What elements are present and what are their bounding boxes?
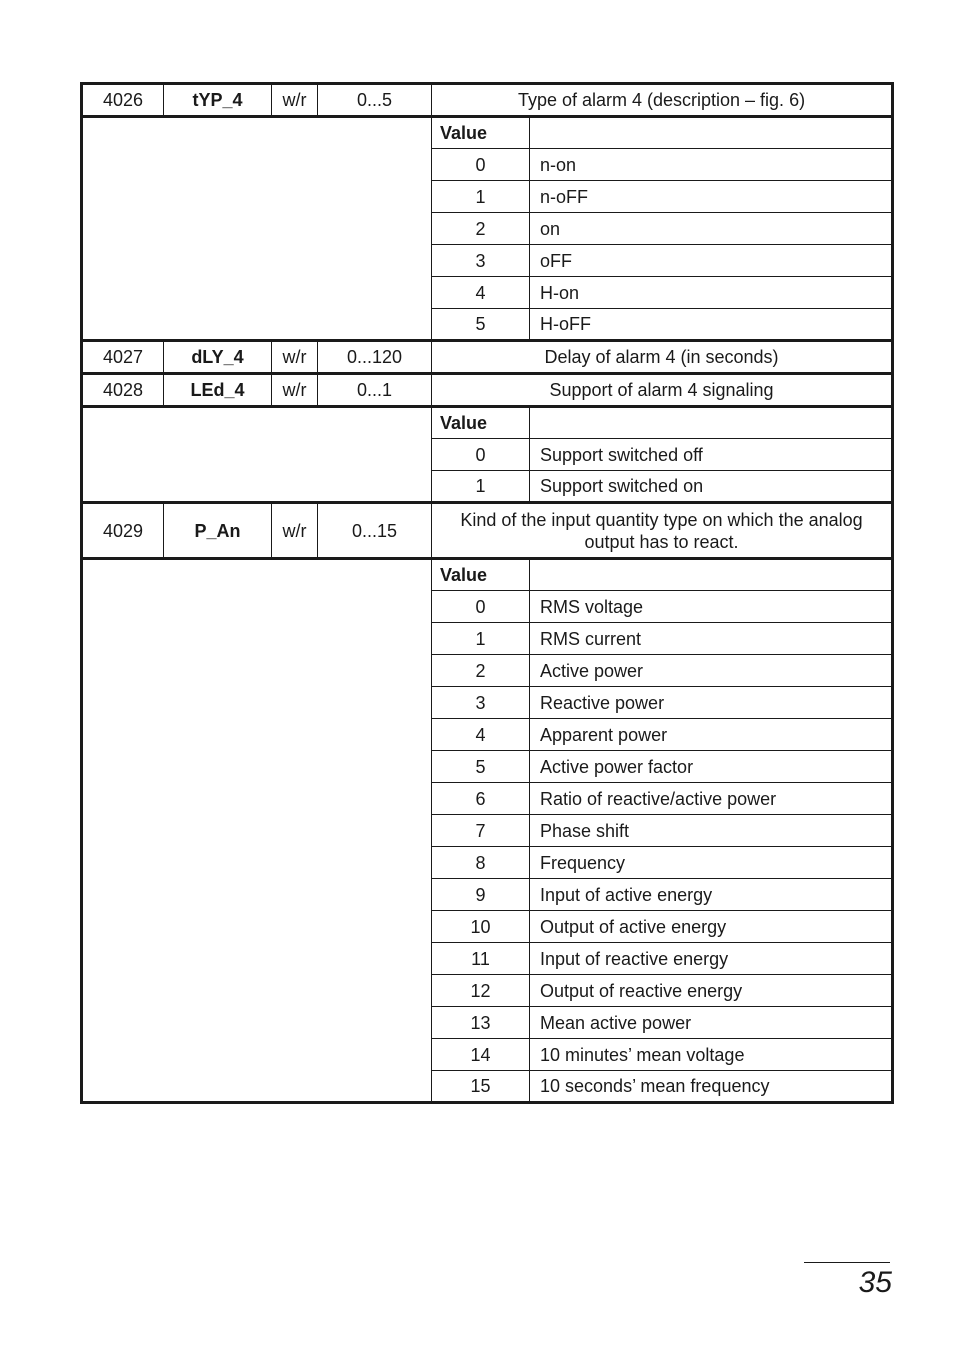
register-row: [82, 341, 893, 374]
value-meaning: 10 seconds’ mean frequency: [530, 1071, 893, 1103]
register-symbol: tYP_4: [164, 84, 272, 117]
register-address: 4029: [82, 503, 164, 559]
register-address: 4027: [82, 341, 164, 374]
register-symbol: LEd_4: [164, 374, 272, 407]
value-code: 14: [432, 1039, 530, 1071]
value-table-spacer: [82, 407, 432, 503]
value-code: 3: [432, 687, 530, 719]
value-code: 0: [432, 149, 530, 181]
register-table-body: [82, 84, 893, 1103]
value-code: 5: [432, 751, 530, 783]
value-code: 1: [432, 471, 530, 503]
value-meaning: 10 minutes’ mean voltage: [530, 1039, 893, 1071]
register-address: 4028: [82, 374, 164, 407]
register-address: 4026: [82, 84, 164, 117]
value-meaning: Output of active energy: [530, 911, 893, 943]
value-column-header: Value: [432, 407, 530, 439]
register-row: [82, 503, 893, 559]
value-meaning: RMS current: [530, 623, 893, 655]
value-meaning: Output of reactive energy: [530, 975, 893, 1007]
value-code: 13: [432, 1007, 530, 1039]
value-meaning: RMS voltage: [530, 591, 893, 623]
value-code: 6: [432, 783, 530, 815]
register-range: 0...15: [318, 503, 432, 559]
value-meaning: Input of active energy: [530, 879, 893, 911]
value-meaning: Phase shift: [530, 815, 893, 847]
value-header-row: [82, 407, 893, 439]
meaning-column-header: [530, 117, 893, 149]
register-description: Type of alarm 4 (description – fig. 6): [432, 84, 893, 117]
value-code: 0: [432, 439, 530, 471]
register-description: Delay of alarm 4 (in seconds): [432, 341, 893, 374]
register-description: Support of alarm 4 signaling: [432, 374, 893, 407]
value-code: 4: [432, 719, 530, 751]
register-symbol: dLY_4: [164, 341, 272, 374]
value-meaning: on: [530, 213, 893, 245]
meaning-column-header: [530, 407, 893, 439]
value-meaning: H-on: [530, 277, 893, 309]
register-table: [80, 82, 894, 1104]
value-meaning: Support switched off: [530, 439, 893, 471]
value-code: 10: [432, 911, 530, 943]
register-range: 0...5: [318, 84, 432, 117]
register-access: w/r: [272, 341, 318, 374]
register-range: 0...1: [318, 374, 432, 407]
value-column-header: Value: [432, 117, 530, 149]
value-header-row: [82, 117, 893, 149]
value-header-row: [82, 559, 893, 591]
value-meaning: Apparent power: [530, 719, 893, 751]
value-meaning: Ratio of reactive/active power: [530, 783, 893, 815]
value-meaning: n-on: [530, 149, 893, 181]
value-code: 11: [432, 943, 530, 975]
value-code: 4: [432, 277, 530, 309]
value-table-spacer: [82, 559, 432, 1103]
register-range: 0...120: [318, 341, 432, 374]
value-table-spacer: [82, 117, 432, 341]
value-meaning: Input of reactive energy: [530, 943, 893, 975]
value-code: 0: [432, 591, 530, 623]
register-row: [82, 374, 893, 407]
value-meaning: Active power: [530, 655, 893, 687]
value-code: 5: [432, 309, 530, 341]
value-code: 15: [432, 1071, 530, 1103]
register-access: w/r: [272, 374, 318, 407]
register-description: Kind of the input quantity type on which the analog output has to react.: [432, 503, 893, 559]
value-column-header: Value: [432, 559, 530, 591]
value-code: 12: [432, 975, 530, 1007]
value-code: 2: [432, 213, 530, 245]
register-access: w/r: [272, 84, 318, 117]
register-symbol: P_An: [164, 503, 272, 559]
value-meaning: Active power factor: [530, 751, 893, 783]
value-code: 2: [432, 655, 530, 687]
value-meaning: Frequency: [530, 847, 893, 879]
value-code: 1: [432, 181, 530, 213]
register-row: [82, 84, 893, 117]
value-meaning: Mean active power: [530, 1007, 893, 1039]
value-meaning: Support switched on: [530, 471, 893, 503]
value-code: 7: [432, 815, 530, 847]
value-code: 8: [432, 847, 530, 879]
value-meaning: H-oFF: [530, 309, 893, 341]
value-code: 9: [432, 879, 530, 911]
meaning-column-header: [530, 559, 893, 591]
value-meaning: Reactive power: [530, 687, 893, 719]
register-access: w/r: [272, 503, 318, 559]
page-number-rule: [804, 1262, 890, 1263]
value-meaning: oFF: [530, 245, 893, 277]
value-code: 3: [432, 245, 530, 277]
page-number: 35: [858, 1266, 892, 1299]
value-meaning: n-oFF: [530, 181, 893, 213]
value-code: 1: [432, 623, 530, 655]
